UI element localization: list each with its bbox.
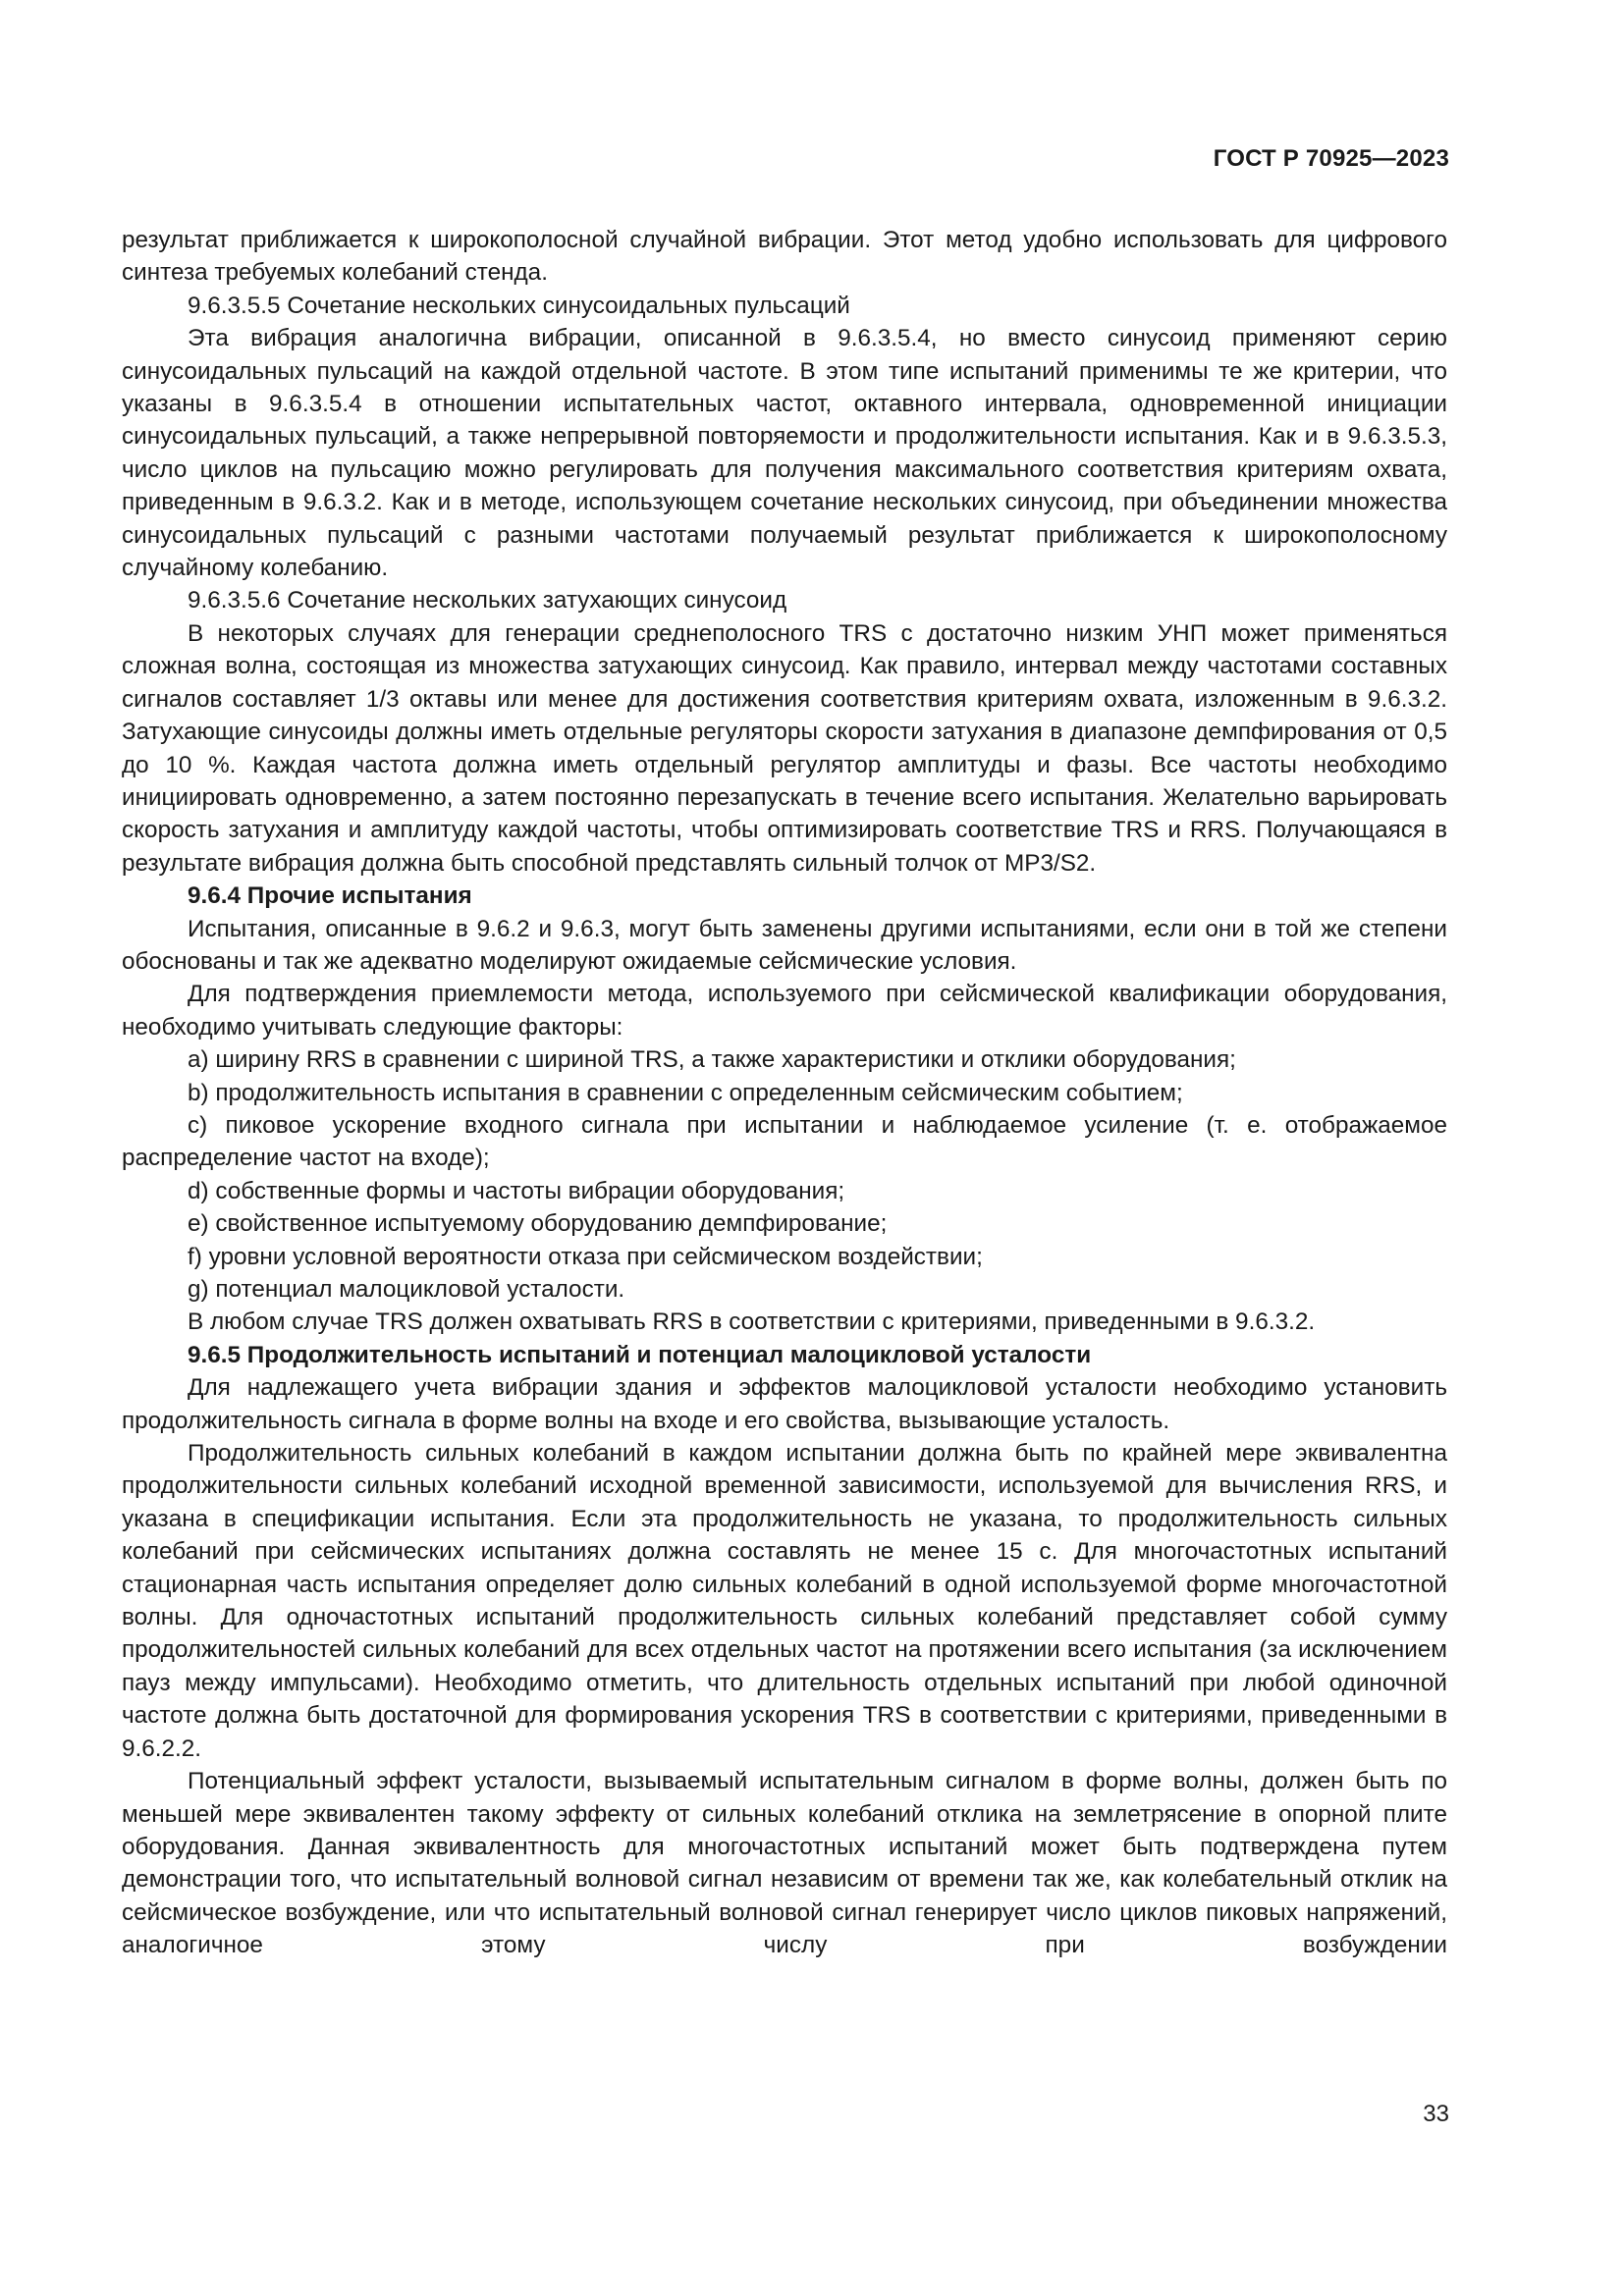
paragraph: Для надлежащего учета вибрации здания и эффектов малоцикловой усталости необходимо установить продолжительность сигнала в форме волны на входе и его свойства, вызывающие усталость. — [122, 1374, 1447, 1434]
list-item: c) пиковое ускорение входного сигнала при испытании и наблюдаемое усиление (т. е. отображаемое распределение частот на входе); — [122, 1111, 1447, 1172]
paragraph: Потенциальный эффект усталости, вызываемый испытательным сигналом в форме волны, должен быть по меньшей мере эквивалентен такому эффекту от сильных колебаний отклика на землетрясение в опорной плите оборудования. Данная эквивалентность для многочастотных испытаний может быть подтверждена путем демонстрации того, что испытательный волновой сигнал независим от времени так же, как колебательный отклик на сейсмическое возбуждение, или что испытательный волновой сигнал генерирует число циклов пиковых напряжений, аналогичное этому числу при возбуждении — [122, 1768, 1447, 1959]
list-item: f) уровни условной вероятности отказа при сейсмическом воздействии; — [188, 1243, 983, 1270]
document-body — [122, 224, 1447, 1962]
standard-designation: ГОСТ Р 70925—2023 — [1213, 145, 1449, 172]
list-item: a) ширину RRS в сравнении с шириной TRS, а также характеристики и отклики оборудования; — [188, 1046, 1236, 1074]
subsection-title-9-6-3-5-5: 9.6.3.5.5 Сочетание нескольких синусоидальных пульсаций — [188, 292, 850, 319]
list-item: g) потенциал малоцикловой усталости. — [188, 1276, 625, 1303]
subsection-title-9-6-3-5-6: 9.6.3.5.6 Сочетание нескольких затухающих синусоид — [188, 587, 787, 614]
paragraph: Эта вибрация аналогична вибрации, описанной в 9.6.3.5.4, но вместо синусоид применяют серию синусоидальных пульсаций на каждой отдельной частоте. В этом типе испытаний применимы те же критерии, что указаны в 9.6.3.5.4 в отношении испытательных частот, октавного интервала, одновременной инициации синусоидальных пульсаций, а также непрерывной повторяемости и продолжительности испытания. Как и в 9.6.3.5.3, число циклов на пульсацию можно регулировать для получения максимального соответствия критериям охвата, приведенным в 9.6.3.2. Как и в методе, использующем сочетание нескольких синусоид, при объединении множества синусоидальных пульсаций с разными частотами получаемый результат приближается к широкополосному случайному колебанию. — [122, 325, 1447, 582]
list-item: b) продолжительность испытания в сравнении с определенным сейсмическим событием; — [188, 1079, 1183, 1106]
list-item: d) собственные формы и частоты вибрации оборудования; — [188, 1177, 845, 1204]
paragraph: В некоторых случаях для генерации среднеполосного TRS с достаточно низким УНП может применяться сложная волна, состоящая из множества затухающих синусоид. Как правило, интервал между частотами составных сигналов составляет 1/3 октавы или менее для достижения соответствия критериям охвата, изложенным в 9.6.3.2. Затухающие синусоиды должны иметь отдельные регуляторы скорости затухания в диапазоне демпфирования от 0,5 до 10 %. Каждая частота должна иметь отдельный регулятор амплитуды и фазы. Все частоты необходимо инициировать одновременно, а затем постоянно перезапускать в течение всего испытания. Желательно варьировать скорость затухания и амплитуду каждой частоты, чтобы оптимизировать соответствие TRS и RRS. Получающаяся в результате вибрация должна быть способной представлять сильный толчок от МР3/S2. — [122, 619, 1447, 877]
section-heading-9-6-5: 9.6.5 Продолжительность испытаний и потенциал малоцикловой усталости — [188, 1341, 1092, 1368]
paragraph-continuation: результат приближается к широкополосной случайной вибрации. Этот метод удобно использовать для цифрового синтеза требуемых колебаний стенда. — [122, 227, 1447, 287]
paragraph: Испытания, описанные в 9.6.2 и 9.6.3, могут быть заменены другими испытаниями, если они в той же степени обоснованы и так же адекватно моделируют ожидаемые сейсмические условия. — [122, 915, 1447, 975]
page-number: 33 — [1423, 2101, 1449, 2127]
paragraph: Продолжительность сильных колебаний в каждом испытании должна быть по крайней мере эквивалентна продолжительности сильных колебаний исходной временной зависимости, используемой для вычисления RRS, и указана в спецификации испытания. Если эта продолжительность не указана, то продолжительность сильных колебаний при сейсмических испытаниях должна составлять не менее 15 с. Для многочастотных испытаний стационарная часть испытания определяет долю сильных колебаний в одной используемой форме многочастотной волны. Для одночастотных испытаний продолжительность сильных колебаний представляет собой сумму продолжительностей сильных колебаний для всех отдельных частот на протяжении всего испытания (за исключением пауз между импульсами). Необходимо отметить, что длительность отдельных испытаний при любой одиночной частоте должна быть достаточной для формирования ускорения TRS в соответствии с критериями, приведенными в 9.6.2.2. — [122, 1440, 1447, 1762]
list-item: e) свойственное испытуемому оборудованию демпфирование; — [188, 1210, 888, 1238]
section-heading-9-6-4: 9.6.4 Прочие испытания — [188, 882, 472, 910]
paragraph: Для подтверждения приемлемости метода, используемого при сейсмической квалификации оборудования, необходимо учитывать следующие факторы: — [122, 981, 1447, 1041]
paragraph: В любом случае TRS должен охватывать RRS в соответствии с критериями, приведенными в 9.6.3.2. — [188, 1308, 1316, 1336]
